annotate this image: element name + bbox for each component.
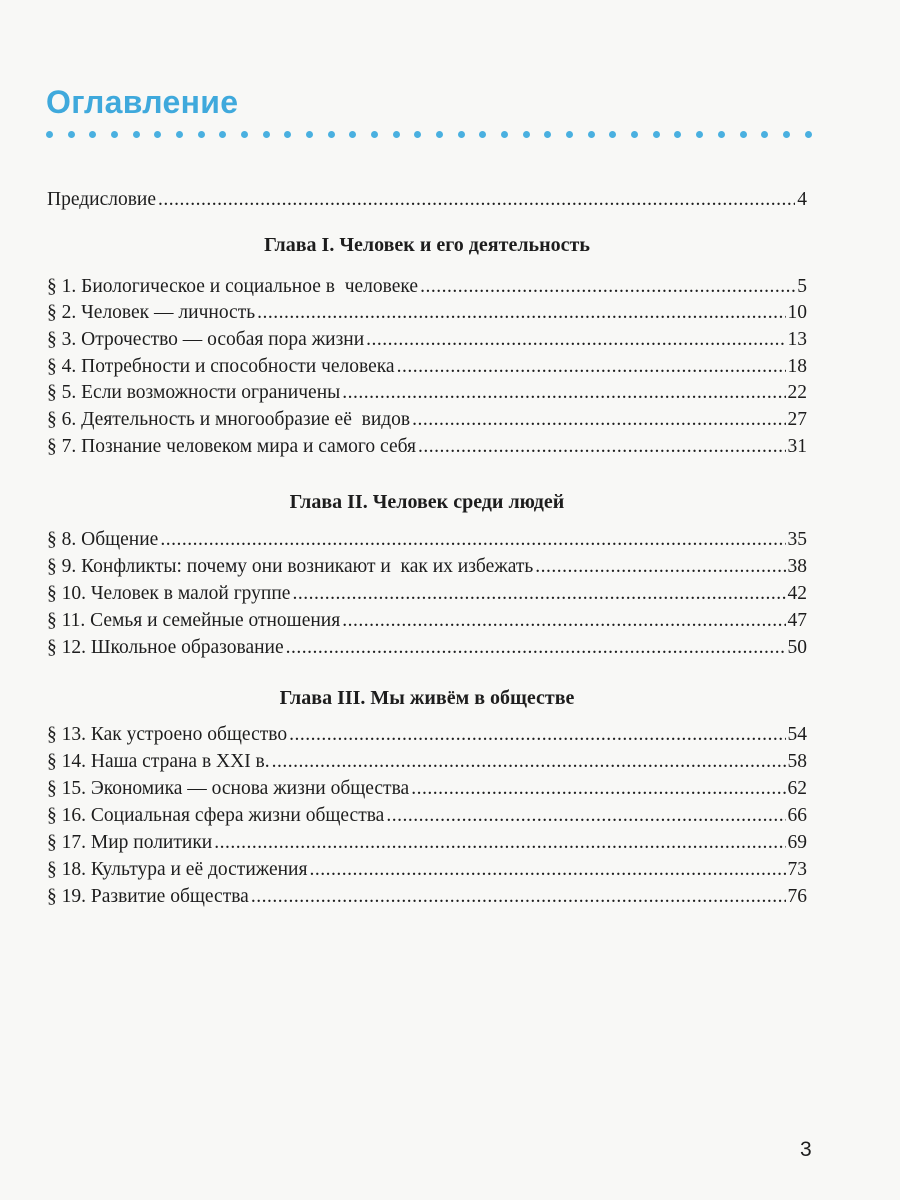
dot-leader bbox=[272, 750, 786, 774]
dot-leader bbox=[289, 723, 785, 747]
toc-entry-page: 73 bbox=[787, 859, 807, 880]
toc-entry-page: 50 bbox=[787, 637, 807, 658]
toc-entry-page: 58 bbox=[787, 751, 807, 772]
dot-leader bbox=[535, 555, 785, 579]
divider-dot bbox=[783, 131, 790, 138]
toc-entry-page: 69 bbox=[787, 832, 807, 853]
dot-leader bbox=[397, 355, 786, 379]
dot-leader bbox=[257, 301, 785, 325]
toc-entry-label: § 4. Потребности и способности человека bbox=[47, 356, 395, 377]
toc-entry-label: § 14. Наша страна в XXI в. bbox=[47, 751, 270, 772]
divider-dot bbox=[718, 131, 725, 138]
divider-dot bbox=[544, 131, 551, 138]
dot-leader bbox=[292, 582, 785, 606]
dot-leader bbox=[158, 188, 795, 212]
toc-entry-label: § 5. Если возможности ограничены bbox=[47, 382, 341, 403]
divider-dot bbox=[609, 131, 616, 138]
dot-leader bbox=[214, 831, 785, 855]
toc-entry-page: 13 bbox=[787, 329, 807, 350]
toc-entry[interactable] bbox=[47, 528, 807, 552]
divider-dot bbox=[566, 131, 573, 138]
toc-entry-label: § 10. Человек в малой группе bbox=[47, 583, 291, 604]
toc-entry-page: 10 bbox=[787, 302, 807, 323]
toc-entry[interactable] bbox=[47, 328, 807, 352]
divider-dot bbox=[436, 131, 443, 138]
divider-dot bbox=[631, 131, 638, 138]
dot-leader bbox=[160, 528, 785, 552]
toc-entry-page: 76 bbox=[787, 886, 807, 907]
toc-entry-label: § 17. Мир политики bbox=[47, 832, 213, 853]
toc-entry-page: 47 bbox=[787, 610, 807, 631]
toc-entry[interactable] bbox=[47, 636, 807, 660]
divider-dot bbox=[241, 131, 248, 138]
toc-entry-page: 62 bbox=[787, 778, 807, 799]
toc-entry[interactable] bbox=[47, 555, 807, 579]
dotted-divider bbox=[46, 131, 812, 138]
dot-leader bbox=[418, 435, 785, 459]
toc-entry-label: § 7. Познание человеком мира и самого себя bbox=[47, 436, 417, 457]
divider-dot bbox=[176, 131, 183, 138]
toc-entry-label: § 3. Отрочество — особая пора жизни bbox=[47, 329, 365, 350]
divider-dot bbox=[111, 131, 118, 138]
chapter-heading: Глава III. Мы живём в обществе bbox=[279, 687, 575, 709]
toc-entry[interactable] bbox=[47, 435, 807, 459]
chapter-heading: Глава I. Человек и его деятельность bbox=[264, 234, 590, 256]
toc-entry[interactable] bbox=[47, 750, 807, 774]
dot-leader bbox=[251, 885, 786, 909]
toc-entry[interactable] bbox=[47, 301, 807, 325]
toc-entry[interactable] bbox=[47, 275, 807, 299]
toc-entry-page: 31 bbox=[787, 436, 807, 457]
dot-leader bbox=[309, 858, 785, 882]
divider-dot bbox=[805, 131, 812, 138]
toc-entry[interactable] bbox=[47, 381, 807, 405]
dot-leader bbox=[420, 275, 795, 299]
divider-dot bbox=[263, 131, 270, 138]
divider-dot bbox=[371, 131, 378, 138]
toc-entry[interactable] bbox=[47, 723, 807, 747]
toc-entry-label: § 2. Человек — личность bbox=[47, 302, 256, 323]
divider-dot bbox=[46, 131, 53, 138]
toc-entry-label: § 13. Как устроено общество bbox=[47, 724, 288, 745]
toc-entry-label: § 19. Развитие общества bbox=[47, 886, 249, 907]
divider-dot bbox=[393, 131, 400, 138]
toc-entry-label: § 15. Экономика — основа жизни общества bbox=[47, 778, 410, 799]
toc-entry-label: § 12. Школьное образование bbox=[47, 637, 284, 658]
toc-entry-page: 5 bbox=[797, 276, 807, 297]
toc-entry[interactable] bbox=[47, 831, 807, 855]
toc-entry-label: § 8. Общение bbox=[47, 529, 159, 550]
dot-leader bbox=[342, 609, 785, 633]
divider-dot bbox=[414, 131, 421, 138]
divider-dot bbox=[284, 131, 291, 138]
dot-leader bbox=[412, 408, 785, 432]
toc-entry-label: § 16. Социальная сфера жизни общества bbox=[47, 805, 385, 826]
toc-entry-label: § 18. Культура и её достижения bbox=[47, 859, 308, 880]
dot-leader bbox=[366, 328, 785, 352]
divider-dot bbox=[761, 131, 768, 138]
toc-entry[interactable] bbox=[47, 609, 807, 633]
divider-dot bbox=[740, 131, 747, 138]
toc-entry-page: 66 bbox=[787, 805, 807, 826]
divider-dot bbox=[133, 131, 140, 138]
toc-entry-page: 4 bbox=[797, 189, 807, 210]
toc-entry-page: 22 bbox=[787, 382, 807, 403]
toc-entry[interactable] bbox=[47, 858, 807, 882]
toc-entry[interactable] bbox=[47, 582, 807, 606]
dot-leader bbox=[411, 777, 785, 801]
toc-entry-page: 42 bbox=[787, 583, 807, 604]
page-title: Оглавление bbox=[46, 84, 239, 120]
divider-dot bbox=[479, 131, 486, 138]
toc-entry-page: 38 bbox=[787, 556, 807, 577]
toc-entry-label: § 6. Деятельность и многообразие её видов bbox=[47, 409, 411, 430]
divider-dot bbox=[198, 131, 205, 138]
toc-entry-page: 54 bbox=[787, 724, 807, 745]
toc-entry[interactable] bbox=[47, 408, 807, 432]
toc-entry[interactable] bbox=[47, 777, 807, 801]
dot-leader bbox=[342, 381, 785, 405]
toc-entry-label: § 11. Семья и семейные отношения bbox=[47, 610, 341, 631]
divider-dot bbox=[588, 131, 595, 138]
divider-dot bbox=[653, 131, 660, 138]
toc-entry-preface[interactable] bbox=[47, 188, 807, 212]
divider-dot bbox=[89, 131, 96, 138]
divider-dot bbox=[349, 131, 356, 138]
divider-dot bbox=[328, 131, 335, 138]
divider-dot bbox=[696, 131, 703, 138]
divider-dot bbox=[306, 131, 313, 138]
toc-entry-label: Предисловие bbox=[47, 189, 157, 210]
toc-entry[interactable] bbox=[47, 804, 807, 828]
divider-dot bbox=[523, 131, 530, 138]
dot-leader bbox=[386, 804, 785, 828]
toc-entry[interactable] bbox=[47, 885, 807, 909]
toc-entry-label: § 9. Конфликты: почему они возникают и как их избежать bbox=[47, 556, 534, 577]
divider-dot bbox=[458, 131, 465, 138]
divider-dot bbox=[68, 131, 75, 138]
toc-entry[interactable] bbox=[47, 355, 807, 379]
divider-dot bbox=[219, 131, 226, 138]
chapter-heading: Глава II. Человек среди людей bbox=[289, 491, 565, 513]
toc-entry-label: § 1. Биологическое и социальное в человеке bbox=[47, 276, 419, 297]
dot-leader bbox=[286, 636, 786, 660]
divider-dot bbox=[501, 131, 508, 138]
toc-entry-page: 27 bbox=[787, 409, 807, 430]
page-number: 3 bbox=[800, 1138, 812, 1161]
toc-entry-page: 18 bbox=[787, 356, 807, 377]
toc-entry-page: 35 bbox=[787, 529, 807, 550]
divider-dot bbox=[674, 131, 681, 138]
divider-dot bbox=[154, 131, 161, 138]
